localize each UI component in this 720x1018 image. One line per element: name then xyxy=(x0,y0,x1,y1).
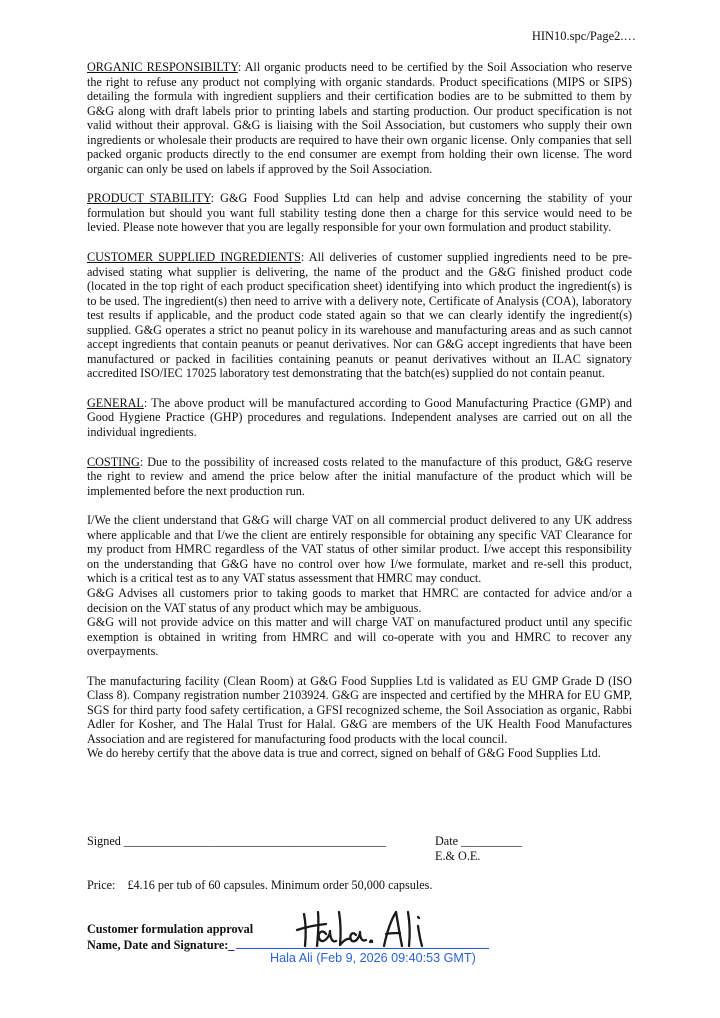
approval-underline: _ xyxy=(228,937,235,952)
section-text: : All deliveries of customer supplied ingredients need to be pre-advised stating what supplier is delivering, the name of the product and the G&G finished product code (located in the top right of each product specification sheet) identifying into which product the ingredient(s) is to be used. The ingredient(s) then need to arrive with a delivery note, Certificate of Analysis (COA), laboratory test results if applicable, and the product code stated again so that we can clearly identify the ingredient(s) supplied. G&G operates a strict no peanut policy in its warehouse and manufacturing areas and as such cannot accept ingredients that contain peanuts or peanut derivatives. Nor can G&G accept ingredients that have been manufactured or packed in facilities containing peanuts or peanut derivatives without an ILAC signatory accredited ISO/IEC 17025 laboratory test demonstrating that the batch(es) supplied do not contain peanut. xyxy=(87,250,632,381)
signature-caption: Hala Ali (Feb 9, 2026 09:40:53 GMT) xyxy=(270,951,476,965)
signed-field xyxy=(87,834,386,849)
vat-paragraph: G&G will not provide advice on this matter and will charge VAT on manufactured product until any specific exemption is obtained in writing from HMRC and will co-operate with you and HMRC to recover any overpayments. xyxy=(87,615,632,659)
section-heading: COSTING xyxy=(87,454,140,469)
date-line: __________ xyxy=(461,834,522,848)
date-field xyxy=(435,834,522,864)
section-heading: GENERAL xyxy=(87,395,144,410)
section-heading: ORGANIC RESPONSIBILTY xyxy=(87,60,238,74)
section-heading: PRODUCT STABILITY xyxy=(87,191,211,206)
section-organic xyxy=(87,60,632,176)
signed-line: ___________________________________________ xyxy=(123,834,386,848)
section-heading: CUSTOMER SUPPLIED INGREDIENTS xyxy=(87,250,301,265)
date-label: Date xyxy=(435,834,459,848)
terms-body xyxy=(87,60,632,776)
section-text: : Due to the possibility of increased costs related to the manufacture of this product, G&G reserve the right to review and amend the price below after the initial manufacture of the product which will be implemented before the next production run. xyxy=(87,454,632,498)
approval-title: Customer formulation approval xyxy=(87,922,254,936)
facility-paragraph: The manufacturing facility (Clean Room) at G&G Food Supplies Ltd is validated as EU GMP Grade D (ISO Class 8). Company registration number 2103924. G&G are inspected and certified by the MHRA for EU GMP, SGS for third party food safety certification, a GFSI recognized scheme, the Soil Association as organic, Rabbi Adler for Kosher, and The Halal Trust for Halal. G&G are members of the UK Health Food Manufactures Association and are registered for manufacturing food products with the local council. xyxy=(87,673,632,746)
vat-paragraph: G&G Advises all customers prior to taking goods to market that HMRC are contacted for advice and/or a decision on the VAT status of any product which may be ambiguous. xyxy=(87,585,632,615)
section-text: : G&G Food Supplies Ltd can help and advise concerning the stability of your formulation but should you want full stability testing done then a charge for this service would need to be levied. Please note however that you are legally responsible for your own formulation and product stability. xyxy=(87,191,633,235)
section-text: : All organic products need to be certified by the Soil Association who reserve the right to refuse any product not complying with organic standards. Product specifications (MIPS or SIPS) detailing the formula with ingredient suppliers and their certification bodies are to be submitted to them by G&G along with draft labels prior to printing labels and starting production. Our product specification is not valid without their approval. G&G is liaising with the Soil Association, but customers who supply their own ingredients or wholesale their products are required to have their own organic license. Only companies that sell packed organic products directly to the end consumer are exempt from holding their own license. The word organic can only be used on labels if approved by the Soil Association. xyxy=(87,60,632,176)
certification-statement: We do hereby certify that the above data is true and correct, signed on behalf of G&G Food Supplies Ltd. xyxy=(87,746,601,761)
section-general xyxy=(87,396,632,440)
price-line xyxy=(87,878,432,893)
price-label: Price: xyxy=(87,878,116,892)
customer-approval xyxy=(87,922,253,953)
page-reference: HIN10.spc/Page2.… xyxy=(531,29,636,43)
approval-label: Name, Date and Signature: xyxy=(87,937,229,952)
eoe-note: E.& O.E. xyxy=(435,849,481,863)
section-customer-ingredients xyxy=(87,250,632,381)
handwritten-signature xyxy=(292,904,432,954)
section-stability xyxy=(87,191,632,235)
section-text: : The above product will be manufactured according to Good Manufacturing Practice (GMP) and Good Hygiene Practice (GHP) procedures and regulations. Independent analyses are carried out on all the individual ingredients. xyxy=(87,395,632,440)
section-costing xyxy=(87,455,632,499)
signed-label: Signed xyxy=(87,834,121,848)
price-value: £4.16 per tub of 60 capsules. Minimum order 50,000 capsules. xyxy=(127,878,433,892)
vat-paragraph: I/We the client understand that G&G will charge VAT on all commercial product delivered to any UK address where applicable and that I/we the client are entirely responsible for obtaining any specific VAT Clearance for my product from HMRC regardless of the VAT status of other similar product. I/we accept this responsibility on the understanding that G&G have no control over how I/we formulate, market and re-sell this product, which is a critical test as to any VAT status assessment that HMRC may conduct. xyxy=(87,513,632,586)
